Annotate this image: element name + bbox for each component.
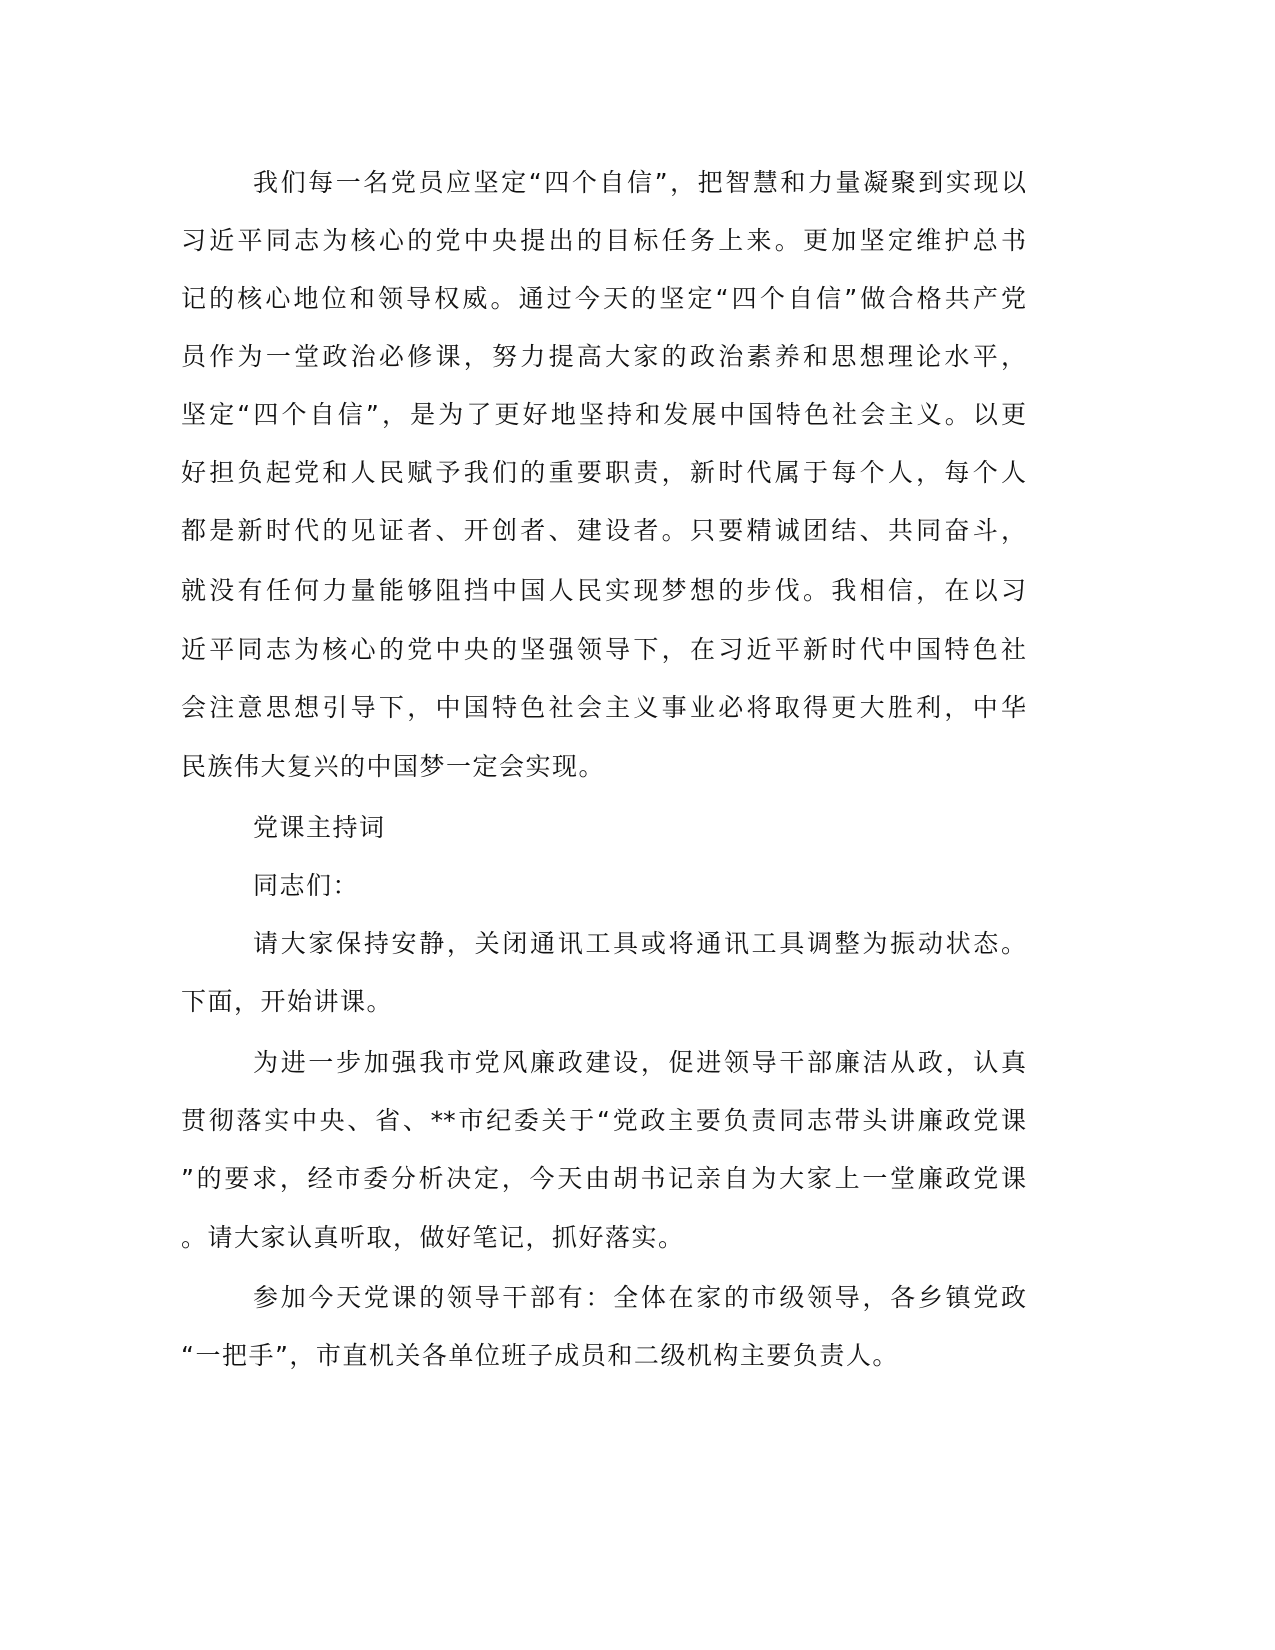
salutation: 同志们：: [253, 871, 360, 900]
section-heading: 党课主持词: [253, 813, 386, 842]
paragraph-line: 好担负起党和人民赋予我们的重要职责，新时代属于每个人，每个人: [181, 458, 1026, 487]
paragraph-line: 请大家保持安静，关闭通讯工具或将通讯工具调整为振动状态。: [253, 929, 1026, 958]
paragraph-line: 我们每一名党员应坚定“四个自信”，把智慧和力量凝聚到实现以: [253, 168, 1026, 197]
paragraph-line: 下面，开始讲课。: [181, 987, 394, 1016]
paragraph-line: 习近平同志为核心的党中央提出的目标任务上来。更加坚定维护总书: [181, 226, 1026, 255]
paragraph-line: ”的要求，经市委分析决定，今天由胡书记亲自为大家上一堂廉政党课: [181, 1164, 1026, 1193]
paragraph-line: 。请大家认真听取，做好笔记，抓好落实。: [181, 1223, 685, 1252]
paragraph-line: 参加今天党课的领导干部有：全体在家的市级领导，各乡镇党政: [253, 1283, 1026, 1312]
paragraph-line: 民族伟大复兴的中国梦一定会实现。: [181, 752, 606, 781]
paragraph-line: 坚定“四个自信”，是为了更好地坚持和发展中国特色社会主义。以更: [181, 400, 1026, 429]
paragraph-line: 员作为一堂政治必修课，努力提高大家的政治素养和思想理论水平，: [181, 342, 1026, 371]
paragraph-line: 为进一步加强我市党风廉政建设，促进领导干部廉洁从政，认真: [253, 1048, 1026, 1077]
paragraph-line: 记的核心地位和领导权威。通过今天的坚定“四个自信”做合格共产党: [181, 284, 1026, 313]
paragraph-line: 贯彻落实中央、省、**市纪委关于“党政主要负责同志带头讲廉政党课: [181, 1106, 1026, 1135]
paragraph-line: 近平同志为核心的党中央的坚强领导下，在习近平新时代中国特色社: [181, 635, 1026, 664]
paragraph-line: 就没有任何力量能够阻挡中国人民实现梦想的步伐。我相信，在以习: [181, 576, 1026, 605]
paragraph-line: 会注意思想引导下，中国特色社会主义事业必将取得更大胜利，中华: [181, 693, 1026, 722]
paragraph-line: “一把手”，市直机关各单位班子成员和二级机构主要负责人。: [181, 1341, 899, 1370]
paragraph-line: 都是新时代的见证者、开创者、建设者。只要精诚团结、共同奋斗，: [181, 516, 1026, 545]
